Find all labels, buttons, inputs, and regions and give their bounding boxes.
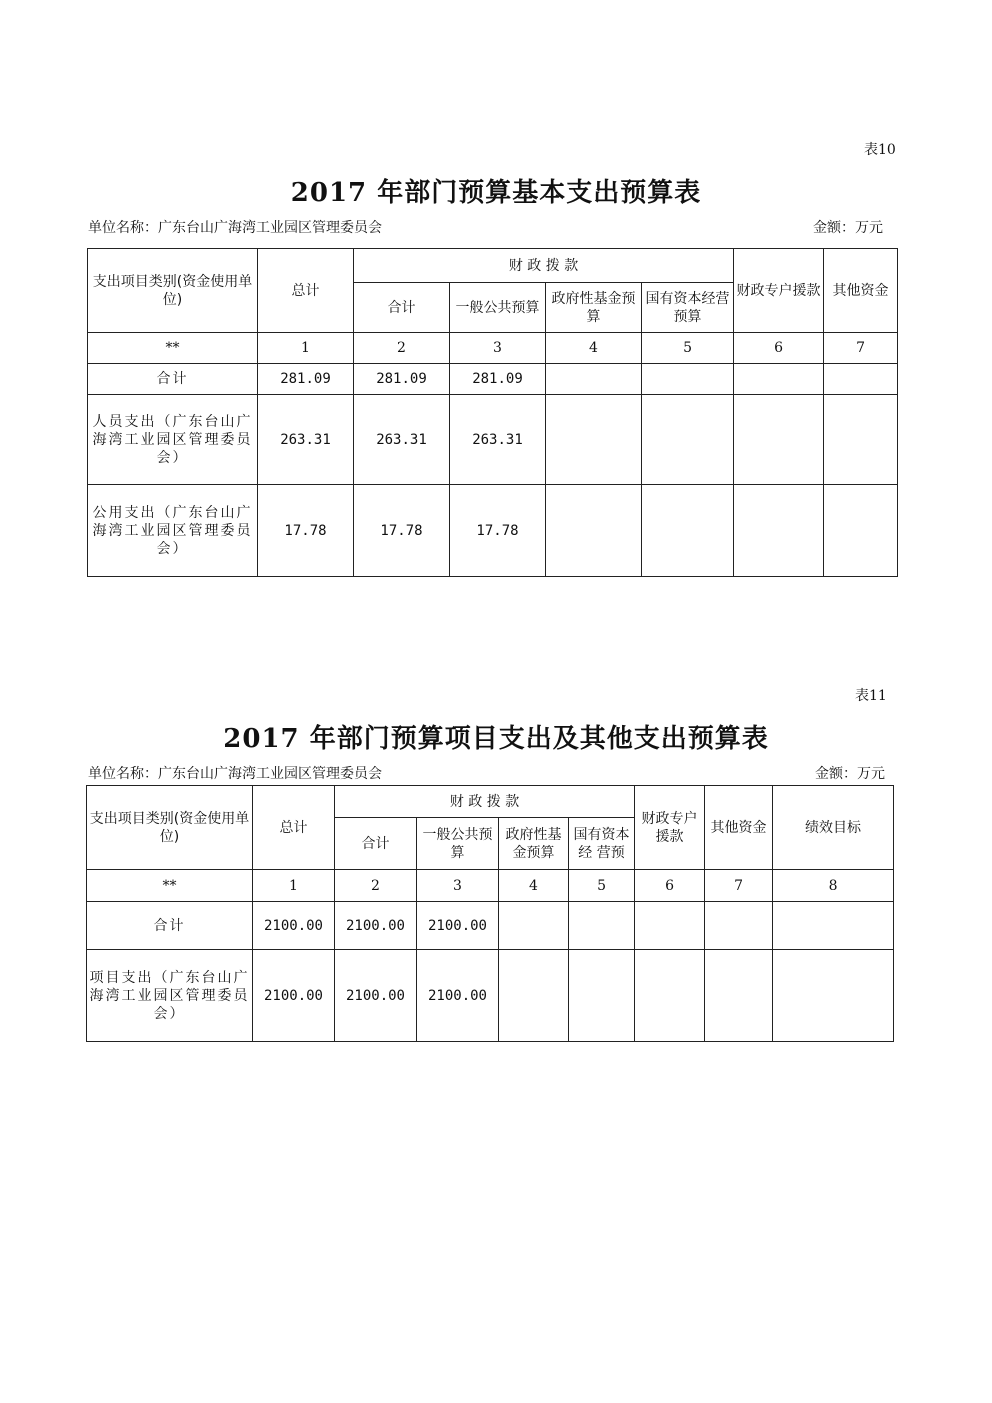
page-title: 2017 年部门预算项目支出及其他支出预算表 [223,724,769,754]
table-row [88,485,898,577]
header-other: 其他资金 [705,786,773,870]
unit-name: 单位名称：广东台山广海湾工业园区管理委员会 [88,220,382,236]
value-cell: 281.09 [258,364,354,395]
value-cell [734,364,824,395]
value-cell [705,950,773,1042]
table-row [87,902,894,950]
header-total: 总计 [253,786,335,870]
value-cell: 2100.00 [253,950,335,1042]
page-title: 2017 年部门预算基本支出预算表 [290,178,702,208]
header-general: 一般公共预算 [450,283,546,333]
header-category: 支出项目类别(资金使用单 位) [87,786,253,870]
value-cell [824,395,898,485]
value-cell: 263.31 [354,395,450,485]
row-label: 项目支出（广东台山广海湾工业园区管理委员会） [87,950,253,1042]
index-cell: 4 [499,870,569,902]
value-cell [499,950,569,1042]
index-cell: 6 [734,333,824,364]
index-cell: 2 [354,333,450,364]
basic-expenditure-table [87,248,898,577]
table-number: 表10 [864,142,896,158]
value-cell [642,395,734,485]
header-fiscal: 财 政 拨 款 [335,786,635,818]
value-cell [546,485,642,577]
index-cell: 4 [546,333,642,364]
value-cell [635,950,705,1042]
index-cell: 3 [450,333,546,364]
row-label: 合计 [87,902,253,950]
table-row [88,395,898,485]
table-row [88,364,898,395]
index-cell: 3 [417,870,499,902]
header-state-capital: 国有资本经 营预 [569,818,635,870]
index-cell: 6 [635,870,705,902]
row-label: 公用支出（广东台山广海湾工业园区管理委员会） [88,485,258,577]
header-special: 财政专户援款 [635,786,705,870]
value-cell: 2100.00 [335,902,417,950]
value-cell [705,902,773,950]
header-fiscal-total: 合计 [335,818,417,870]
value-cell [546,364,642,395]
project-expenditure-table [86,785,894,1042]
value-cell [546,395,642,485]
value-cell: 263.31 [258,395,354,485]
row-label: 人员支出（广东台山广海湾工业园区管理委员会） [88,395,258,485]
value-cell: 281.09 [354,364,450,395]
header-fiscal-total: 合计 [354,283,450,333]
amount-unit: 金额：万元 [815,766,885,782]
value-cell: 2100.00 [253,902,335,950]
value-cell: 2100.00 [335,950,417,1042]
index-cell: 5 [569,870,635,902]
index-cell: ** [88,333,258,364]
value-cell [773,902,894,950]
table-row [87,950,894,1042]
value-cell [824,364,898,395]
index-cell: 8 [773,870,894,902]
value-cell: 17.78 [354,485,450,577]
value-cell: 281.09 [450,364,546,395]
header-fiscal: 财 政 拨 款 [354,249,734,283]
amount-unit: 金额：万元 [813,220,883,236]
value-cell: 17.78 [450,485,546,577]
value-cell [773,950,894,1042]
index-cell: 1 [258,333,354,364]
header-gov-fund: 政府性基金预算 [499,818,569,870]
index-cell: ** [87,870,253,902]
header-gov-fund: 政府性基金预算 [546,283,642,333]
value-cell [824,485,898,577]
table-number: 表11 [855,688,887,704]
value-cell [734,485,824,577]
header-state-capital: 国有资本经营预算 [642,283,734,333]
row-label: 合计 [88,364,258,395]
value-cell: 2100.00 [417,902,499,950]
index-cell: 7 [824,333,898,364]
value-cell [642,364,734,395]
header-total: 总计 [258,249,354,333]
unit-name: 单位名称：广东台山广海湾工业园区管理委员会 [88,766,382,782]
value-cell [642,485,734,577]
value-cell [734,395,824,485]
value-cell: 263.31 [450,395,546,485]
value-cell: 17.78 [258,485,354,577]
header-performance: 绩效目标 [773,786,894,870]
value-cell [499,902,569,950]
index-cell: 5 [642,333,734,364]
index-cell: 2 [335,870,417,902]
index-cell: 7 [705,870,773,902]
value-cell [569,902,635,950]
index-cell: 1 [253,870,335,902]
header-category: 支出项目类别(资金使用单位) [88,249,258,333]
header-general: 一般公共预算 [417,818,499,870]
value-cell: 2100.00 [417,950,499,1042]
value-cell [569,950,635,1042]
value-cell [635,902,705,950]
index-row [87,870,894,902]
index-row [88,333,898,364]
header-other: 其他资金 [824,249,898,333]
header-special: 财政专户援款 [734,249,824,333]
